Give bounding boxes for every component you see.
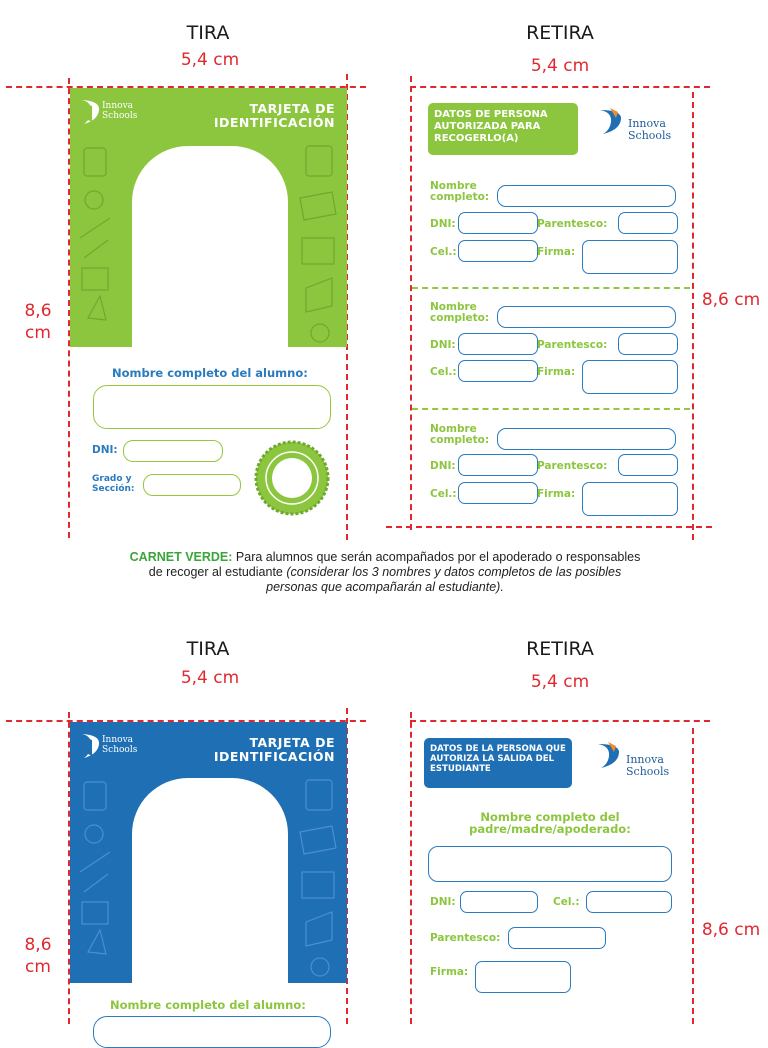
relation-label: Parentesco:: [537, 218, 608, 230]
cel-label: Cel.:: [553, 896, 580, 908]
retira-label: RETIRA: [526, 638, 594, 660]
cel-label: Cel.:: [430, 488, 457, 500]
grade-label: Grado y Sección:: [92, 474, 135, 494]
firma-field[interactable]: [582, 482, 678, 516]
student-name-label: Nombre completo del alumno:: [112, 366, 308, 380]
cel-label: Cel.:: [430, 366, 457, 378]
cut-line: [410, 712, 412, 1024]
retira-label: RETIRA: [526, 22, 594, 44]
height-left: 8,6 cm: [24, 301, 52, 343]
height-right: 8,6 cm: [701, 920, 761, 940]
card-title: TARJETA DE IDENTIFICACIÓN: [213, 101, 335, 130]
cut-line: [410, 720, 710, 722]
cut-line: [410, 86, 710, 88]
authorized-person-badge: DATOS DE PERSONA AUTORIZADA PARA RECOGERLO(A): [428, 103, 578, 155]
firma-label: Firma:: [537, 246, 576, 258]
logo-text: Schools: [102, 745, 138, 755]
firma-label: Firma:: [430, 966, 469, 978]
cel-field[interactable]: [586, 891, 672, 913]
dni-field[interactable]: [458, 212, 538, 234]
doodle-decoration: [70, 762, 347, 983]
width-tira: 5,4 cm: [180, 50, 240, 70]
relation-field[interactable]: [618, 212, 678, 234]
width-tira: 5,4 cm: [180, 668, 240, 688]
tira-label: TIRA: [186, 638, 230, 660]
seal-icon: [252, 438, 332, 518]
dni-label: DNI:: [92, 444, 118, 456]
card-title: TARJETA DE IDENTIFICACIÓN: [213, 735, 335, 764]
name-label: Nombre completo:: [430, 180, 490, 203]
relation-field[interactable]: [618, 454, 678, 476]
grade-field[interactable]: [143, 474, 241, 496]
name-label: Nombre completo:: [430, 301, 490, 324]
height-left: 8,6 cm: [24, 935, 52, 977]
width-retira: 5,4 cm: [530, 56, 590, 76]
name-field[interactable]: [497, 306, 676, 328]
tira-label: TIRA: [186, 22, 230, 44]
cut-line: [692, 728, 694, 1024]
cel-field[interactable]: [458, 482, 538, 504]
relation-label: Parentesco:: [430, 932, 501, 944]
firma-field[interactable]: [475, 961, 571, 993]
name-label: Nombre completo:: [430, 423, 490, 446]
innova-logo-text: Innova Schools: [628, 117, 672, 142]
dni-field[interactable]: [123, 440, 223, 462]
innova-logo-icon: [80, 98, 102, 126]
name-field[interactable]: [497, 185, 676, 207]
dni-label: DNI:: [430, 339, 456, 351]
cel-field[interactable]: [458, 240, 538, 262]
firma-field[interactable]: [582, 240, 678, 274]
innova-logo-icon: [598, 106, 624, 136]
logo-text: Innova: [102, 735, 134, 745]
student-name-label: Nombre completo del alumno:: [110, 998, 306, 1012]
relation-field[interactable]: [618, 333, 678, 355]
dni-field[interactable]: [460, 891, 538, 913]
height-right: 8,6 cm: [701, 290, 761, 310]
cut-line: [386, 526, 712, 528]
innova-logo-text: Innova Schools: [626, 753, 670, 778]
divider: [412, 287, 690, 289]
firma-field[interactable]: [582, 360, 678, 394]
name-field[interactable]: [497, 428, 676, 450]
firma-label: Firma:: [537, 488, 576, 500]
green-card-note: CARNET VERDE: Para alumnos que serán acompañados por el apoderado o responsables de recoger al estudiante (considerar los 3 nombres y datos completos de las posibles personas que acompañarán al estudiante).: [129, 550, 641, 594]
logo-text: Schools: [102, 111, 138, 121]
dni-field[interactable]: [458, 454, 538, 476]
student-name-field[interactable]: [93, 385, 331, 429]
parent-name-label: Nombre completo del padre/madre/apoderado:: [469, 810, 631, 836]
front-card-blue: [70, 722, 347, 983]
student-name-field[interactable]: [93, 1016, 331, 1048]
cut-line: [410, 76, 412, 530]
dni-label: DNI:: [430, 896, 456, 908]
cut-line: [692, 92, 694, 540]
width-retira: 5,4 cm: [530, 672, 590, 692]
firma-label: Firma:: [537, 366, 576, 378]
dni-label: DNI:: [430, 460, 456, 472]
dni-label: DNI:: [430, 218, 456, 230]
relation-label: Parentesco:: [537, 460, 608, 472]
front-card-green: [70, 88, 347, 347]
dni-field[interactable]: [458, 333, 538, 355]
logo-text: Innova: [102, 101, 134, 111]
parent-name-field[interactable]: [428, 846, 672, 882]
relation-field[interactable]: [508, 927, 606, 949]
authorizing-person-badge: DATOS DE LA PERSONA QUE AUTORIZA LA SALIDA DEL ESTUDIANTE: [424, 738, 572, 788]
innova-logo-icon: [80, 732, 102, 760]
cel-label: Cel.:: [430, 246, 457, 258]
divider: [412, 408, 690, 410]
cel-field[interactable]: [458, 360, 538, 382]
relation-label: Parentesco:: [537, 339, 608, 351]
innova-logo-icon: [596, 740, 622, 770]
doodle-decoration: [70, 128, 347, 347]
